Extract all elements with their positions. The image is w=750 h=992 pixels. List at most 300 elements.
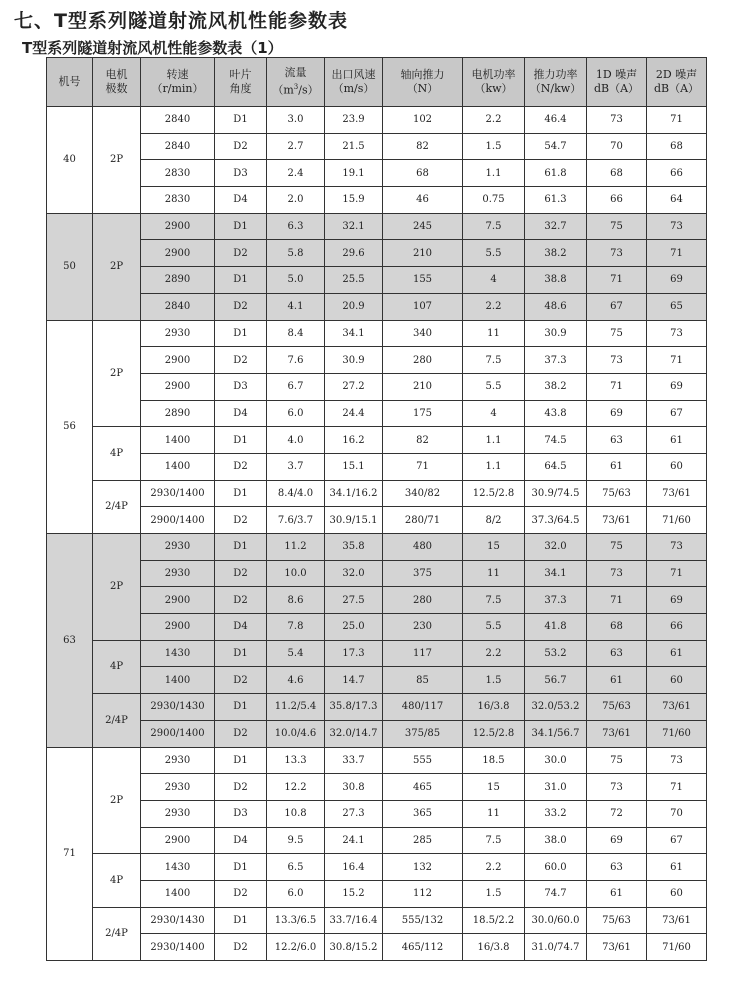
table-cell: 70 <box>587 133 647 160</box>
table-cell: 25.5 <box>325 267 383 294</box>
table-cell: 555/132 <box>383 907 463 934</box>
table-cell: 73/61 <box>647 480 707 507</box>
table-cell: 10.8 <box>267 800 325 827</box>
table-cell: 33.7/16.4 <box>325 907 383 934</box>
table-cell: 1.1 <box>463 427 525 454</box>
table-header-row <box>47 58 707 107</box>
table-cell: 3.0 <box>267 107 325 134</box>
table-cell: 2930 <box>141 800 215 827</box>
table-cell: 53.2 <box>525 640 587 667</box>
table-cell: 2900 <box>141 827 215 854</box>
table-cell: 15.9 <box>325 187 383 214</box>
table-cell: 6.7 <box>267 373 325 400</box>
table-cell: 3.7 <box>267 453 325 480</box>
table-cell: 280 <box>383 587 463 614</box>
table-cell: 1.5 <box>463 667 525 694</box>
header-motor-power: 电机功率 （kw） <box>463 58 525 107</box>
table-cell: 16/3.8 <box>463 694 525 721</box>
table-cell: 33.2 <box>525 800 587 827</box>
table-cell: 16/3.8 <box>463 934 525 961</box>
table-cell: 280/71 <box>383 507 463 534</box>
table-cell: 71 <box>383 453 463 480</box>
table-cell: 32.7 <box>525 213 587 240</box>
table-cell: 38.8 <box>525 267 587 294</box>
table-cell: 1.5 <box>463 133 525 160</box>
table-cell: 69 <box>647 267 707 294</box>
table-cell: 73 <box>647 747 707 774</box>
table-cell: 56.7 <box>525 667 587 694</box>
table-cell: 18.5 <box>463 747 525 774</box>
table-cell: 15.2 <box>325 880 383 907</box>
table-cell: 20.9 <box>325 293 383 320</box>
table-cell: 375/85 <box>383 720 463 747</box>
performance-table <box>46 57 707 961</box>
table-cell: 2900 <box>141 213 215 240</box>
table-cell: 73/61 <box>587 720 647 747</box>
table-cell: 2840 <box>141 133 215 160</box>
table-cell: 24.4 <box>325 400 383 427</box>
table-cell: 38.2 <box>525 240 587 267</box>
table-cell: 11 <box>463 320 525 347</box>
table-cell: 2930 <box>141 774 215 801</box>
table-cell: 5.8 <box>267 240 325 267</box>
table-cell: 46.4 <box>525 107 587 134</box>
poles-cell: 2/4P <box>93 694 141 747</box>
table-cell: 2.0 <box>267 187 325 214</box>
table-cell: 8/2 <box>463 507 525 534</box>
table-cell: 10.0/4.6 <box>267 720 325 747</box>
table-cell: 71/60 <box>647 507 707 534</box>
table-cell: 2.2 <box>463 640 525 667</box>
table-cell: 15.1 <box>325 453 383 480</box>
header-thrust-power: 推力功率 （N/kw） <box>525 58 587 107</box>
table-row <box>47 800 707 827</box>
table-cell: 1400 <box>141 427 215 454</box>
table-cell: 73 <box>647 320 707 347</box>
table-cell: 85 <box>383 667 463 694</box>
table-cell: 46 <box>383 187 463 214</box>
table-cell: 69 <box>647 587 707 614</box>
page-title: 七、T型系列隧道射流风机性能参数表 <box>14 10 348 32</box>
table-row <box>47 267 707 294</box>
table-cell: 74.7 <box>525 880 587 907</box>
table-cell: D2 <box>215 133 267 160</box>
table-cell: D4 <box>215 614 267 641</box>
table-cell: 2.2 <box>463 854 525 881</box>
table-cell: D2 <box>215 880 267 907</box>
table-cell: D4 <box>215 827 267 854</box>
table-cell: 7.5 <box>463 827 525 854</box>
table-cell: 2900 <box>141 240 215 267</box>
table-cell: 71 <box>587 587 647 614</box>
model-cell: 40 <box>47 107 93 214</box>
table-cell: 7.5 <box>463 587 525 614</box>
table-cell: D2 <box>215 293 267 320</box>
table-cell: 7.5 <box>463 347 525 374</box>
table-cell: 8.6 <box>267 587 325 614</box>
table-row <box>47 293 707 320</box>
table-cell: 15 <box>463 774 525 801</box>
table-cell: 73/61 <box>647 694 707 721</box>
table-cell: 35.8/17.3 <box>325 694 383 721</box>
table-cell: 60 <box>647 880 707 907</box>
table-cell: 75/63 <box>587 694 647 721</box>
table-cell: 2930/1400 <box>141 934 215 961</box>
table-cell: 2890 <box>141 267 215 294</box>
table-cell: 34.1/56.7 <box>525 720 587 747</box>
table-cell: 280 <box>383 347 463 374</box>
table-cell: 4 <box>463 400 525 427</box>
table-cell: 11.2 <box>267 534 325 561</box>
table-cell: 132 <box>383 854 463 881</box>
table-row <box>47 427 707 454</box>
table-cell: D4 <box>215 400 267 427</box>
table-cell: 2890 <box>141 400 215 427</box>
table-cell: 5.4 <box>267 640 325 667</box>
header-model-no: 机号 <box>47 58 93 107</box>
table-cell: 2.2 <box>463 293 525 320</box>
table-cell: 7.6 <box>267 347 325 374</box>
table-cell: 43.8 <box>525 400 587 427</box>
table-cell: 37.3 <box>525 587 587 614</box>
table-cell: 340 <box>383 320 463 347</box>
table-cell: 2830 <box>141 187 215 214</box>
table-cell: 14.7 <box>325 667 383 694</box>
table-cell: D1 <box>215 747 267 774</box>
table-cell: D2 <box>215 347 267 374</box>
table-cell: 74.5 <box>525 427 587 454</box>
table-cell: 71/60 <box>647 934 707 961</box>
table-cell: 9.5 <box>267 827 325 854</box>
table-cell: 12.5/2.8 <box>463 720 525 747</box>
table-cell: 34.1 <box>325 320 383 347</box>
table-cell: 155 <box>383 267 463 294</box>
table-cell: D2 <box>215 667 267 694</box>
table-row <box>47 480 707 507</box>
table-cell: 32.0/14.7 <box>325 720 383 747</box>
header-motor-poles: 电机 极数 <box>93 58 141 107</box>
table-cell: D2 <box>215 774 267 801</box>
table-row <box>47 160 707 187</box>
table-cell: 2900/1400 <box>141 507 215 534</box>
poles-cell: 4P <box>93 854 141 907</box>
table-cell: 61 <box>647 427 707 454</box>
table-cell: 61 <box>587 453 647 480</box>
table-cell: 102 <box>383 107 463 134</box>
header-flow: 流量 $(m^3/s)$ <box>267 58 325 107</box>
table-body <box>47 107 707 961</box>
table-cell: 73/61 <box>647 907 707 934</box>
table-cell: 1430 <box>141 640 215 667</box>
table-cell: 34.1/16.2 <box>325 480 383 507</box>
table-cell: 73 <box>587 240 647 267</box>
table-cell: 60 <box>647 667 707 694</box>
poles-cell: 2/4P <box>93 907 141 960</box>
table-cell: 2930 <box>141 320 215 347</box>
table-cell: D1 <box>215 107 267 134</box>
table-cell: 73 <box>587 774 647 801</box>
table-cell: D3 <box>215 373 267 400</box>
table-cell: D2 <box>215 240 267 267</box>
table-cell: 29.6 <box>325 240 383 267</box>
table-cell: 4.6 <box>267 667 325 694</box>
table-cell: D1 <box>215 907 267 934</box>
table-row <box>47 747 707 774</box>
table-cell: 30.8/15.2 <box>325 934 383 961</box>
table-cell: 60.0 <box>525 854 587 881</box>
table-cell: 69 <box>647 373 707 400</box>
table-cell: 32.0/53.2 <box>525 694 587 721</box>
table-cell: 2930/1430 <box>141 694 215 721</box>
table-cell: D2 <box>215 934 267 961</box>
table-cell: 11.2/5.4 <box>267 694 325 721</box>
table-cell: D2 <box>215 720 267 747</box>
table-cell: D1 <box>215 213 267 240</box>
table-cell: 73 <box>647 213 707 240</box>
table-cell: 1.1 <box>463 453 525 480</box>
table-cell: 75 <box>587 747 647 774</box>
table-cell: 555 <box>383 747 463 774</box>
table-cell: 75 <box>587 320 647 347</box>
model-cell: 56 <box>47 320 93 534</box>
table-row <box>47 640 707 667</box>
table-row <box>47 827 707 854</box>
table-cell: D1 <box>215 427 267 454</box>
table-cell: 2930 <box>141 560 215 587</box>
table-cell: 5.0 <box>267 267 325 294</box>
table-cell: 16.2 <box>325 427 383 454</box>
table-row <box>47 213 707 240</box>
table-row <box>47 560 707 587</box>
table-row <box>47 907 707 934</box>
table-cell: 27.2 <box>325 373 383 400</box>
table-cell: 16.4 <box>325 854 383 881</box>
table-row <box>47 107 707 134</box>
table-cell: 2930 <box>141 747 215 774</box>
table-cell: 2900/1400 <box>141 720 215 747</box>
table-cell: 68 <box>647 133 707 160</box>
header-axial-thrust: 轴向推力 （N） <box>383 58 463 107</box>
table-cell: 75 <box>587 213 647 240</box>
table-row <box>47 133 707 160</box>
table-cell: 73 <box>587 347 647 374</box>
table-cell: 12.5/2.8 <box>463 480 525 507</box>
table-cell: 32.0 <box>525 534 587 561</box>
table-cell: D1 <box>215 640 267 667</box>
table-cell: 67 <box>647 400 707 427</box>
table-cell: 2900 <box>141 614 215 641</box>
table-cell: 41.8 <box>525 614 587 641</box>
header-speed: 转速 （r/min） <box>141 58 215 107</box>
table-cell: 2.2 <box>463 107 525 134</box>
table-cell: D2 <box>215 587 267 614</box>
table-cell: 68 <box>383 160 463 187</box>
table-cell: 30.9 <box>525 320 587 347</box>
table-cell: 7.5 <box>463 213 525 240</box>
table-cell: 32.0 <box>325 560 383 587</box>
table-cell: 75/63 <box>587 480 647 507</box>
table-cell: 48.6 <box>525 293 587 320</box>
table-cell: 63 <box>587 640 647 667</box>
table-cell: D1 <box>215 854 267 881</box>
table-cell: D2 <box>215 507 267 534</box>
table-cell: 465 <box>383 774 463 801</box>
table-cell: 72 <box>587 800 647 827</box>
table-cell: 5.5 <box>463 373 525 400</box>
table-cell: 73 <box>647 534 707 561</box>
table-cell: D1 <box>215 534 267 561</box>
table-cell: 2.4 <box>267 160 325 187</box>
table-cell: 73/61 <box>587 507 647 534</box>
table-cell: 61 <box>587 880 647 907</box>
table-cell: 2930/1400 <box>141 480 215 507</box>
table-cell: 15 <box>463 534 525 561</box>
table-cell: 63 <box>587 427 647 454</box>
table-cell: 61 <box>587 667 647 694</box>
table-row <box>47 534 707 561</box>
table-row <box>47 934 707 961</box>
table-cell: 68 <box>587 614 647 641</box>
table-row <box>47 240 707 267</box>
table-row <box>47 720 707 747</box>
poles-cell: 4P <box>93 640 141 693</box>
table-row <box>47 373 707 400</box>
table-cell: 34.1 <box>525 560 587 587</box>
table-cell: D1 <box>215 694 267 721</box>
table-cell: 64 <box>647 187 707 214</box>
table-row <box>47 880 707 907</box>
table-cell: D3 <box>215 800 267 827</box>
poles-cell: 4P <box>93 427 141 480</box>
table-cell: D1 <box>215 480 267 507</box>
table-cell: 12.2/6.0 <box>267 934 325 961</box>
table-cell: 245 <box>383 213 463 240</box>
table-cell: 6.3 <box>267 213 325 240</box>
header-noise-2d: 2D 噪声 dB（A） <box>647 58 707 107</box>
table-row <box>47 400 707 427</box>
table-cell: 340/82 <box>383 480 463 507</box>
table-cell: 71 <box>647 347 707 374</box>
table-cell: 30.0 <box>525 747 587 774</box>
table-cell: D4 <box>215 187 267 214</box>
table-cell: 71 <box>587 267 647 294</box>
table-cell: 375 <box>383 560 463 587</box>
table-cell: 66 <box>647 160 707 187</box>
poles-cell: 2P <box>93 107 141 214</box>
table-cell: 1400 <box>141 453 215 480</box>
table-cell: 2900 <box>141 587 215 614</box>
table-cell: 71 <box>587 373 647 400</box>
table-cell: 31.0 <box>525 774 587 801</box>
table-row <box>47 507 707 534</box>
table-cell: 71/60 <box>647 720 707 747</box>
table-cell: 1.1 <box>463 160 525 187</box>
table-cell: 71 <box>647 240 707 267</box>
table-cell: D3 <box>215 160 267 187</box>
table-row <box>47 347 707 374</box>
table-cell: 2.7 <box>267 133 325 160</box>
table-cell: 10.0 <box>267 560 325 587</box>
table-cell: 30.9/15.1 <box>325 507 383 534</box>
table-row <box>47 614 707 641</box>
table-cell: 61 <box>647 854 707 881</box>
table-cell: 25.0 <box>325 614 383 641</box>
model-cell: 63 <box>47 534 93 748</box>
table-cell: 71 <box>647 107 707 134</box>
table-cell: 73 <box>587 107 647 134</box>
table-cell: 465/112 <box>383 934 463 961</box>
table-cell: 4.0 <box>267 427 325 454</box>
poles-cell: 2/4P <box>93 480 141 533</box>
table-cell: 17.3 <box>325 640 383 667</box>
table-cell: 5.5 <box>463 240 525 267</box>
table-row <box>47 453 707 480</box>
table-cell: 285 <box>383 827 463 854</box>
table-cell: 30.0/60.0 <box>525 907 587 934</box>
table-cell: 4.1 <box>267 293 325 320</box>
table-cell: 23.9 <box>325 107 383 134</box>
table-cell: 61.8 <box>525 160 587 187</box>
table-cell: 37.3/64.5 <box>525 507 587 534</box>
table-cell: 2930/1430 <box>141 907 215 934</box>
table-cell: 230 <box>383 614 463 641</box>
table-row <box>47 694 707 721</box>
table-cell: 2840 <box>141 107 215 134</box>
table-row <box>47 187 707 214</box>
table-cell: 8.4/4.0 <box>267 480 325 507</box>
table-cell: 38.2 <box>525 373 587 400</box>
table-cell: 75 <box>587 534 647 561</box>
table-cell: 6.0 <box>267 880 325 907</box>
table-cell: 63 <box>587 854 647 881</box>
table-cell: 64.5 <box>525 453 587 480</box>
table-cell: 210 <box>383 240 463 267</box>
table-cell: 107 <box>383 293 463 320</box>
table-cell: 61.3 <box>525 187 587 214</box>
poles-cell: 2P <box>93 320 141 427</box>
table-cell: 35.8 <box>325 534 383 561</box>
table-cell: 7.6/3.7 <box>267 507 325 534</box>
table-cell: D2 <box>215 453 267 480</box>
table-cell: 71 <box>647 560 707 587</box>
table-cell: 2900 <box>141 373 215 400</box>
table-cell: 175 <box>383 400 463 427</box>
table-cell: 65 <box>647 293 707 320</box>
table-cell: 11 <box>463 560 525 587</box>
table-cell: 33.7 <box>325 747 383 774</box>
table-row <box>47 854 707 881</box>
table-cell: 30.8 <box>325 774 383 801</box>
table-cell: 27.5 <box>325 587 383 614</box>
table-cell: 67 <box>587 293 647 320</box>
table-cell: D1 <box>215 320 267 347</box>
table-cell: 1.5 <box>463 880 525 907</box>
table-cell: 60 <box>647 453 707 480</box>
table-cell: 6.0 <box>267 400 325 427</box>
table-cell: D2 <box>215 560 267 587</box>
table-cell: 82 <box>383 427 463 454</box>
table-cell: 2830 <box>141 160 215 187</box>
table-cell: 31.0/74.7 <box>525 934 587 961</box>
table-cell: 13.3/6.5 <box>267 907 325 934</box>
table-cell: 2930 <box>141 534 215 561</box>
table-cell: 67 <box>647 827 707 854</box>
table-cell: 68 <box>587 160 647 187</box>
model-cell: 50 <box>47 213 93 320</box>
table-cell: 71 <box>647 774 707 801</box>
table-cell: 69 <box>587 400 647 427</box>
table-cell: 112 <box>383 880 463 907</box>
